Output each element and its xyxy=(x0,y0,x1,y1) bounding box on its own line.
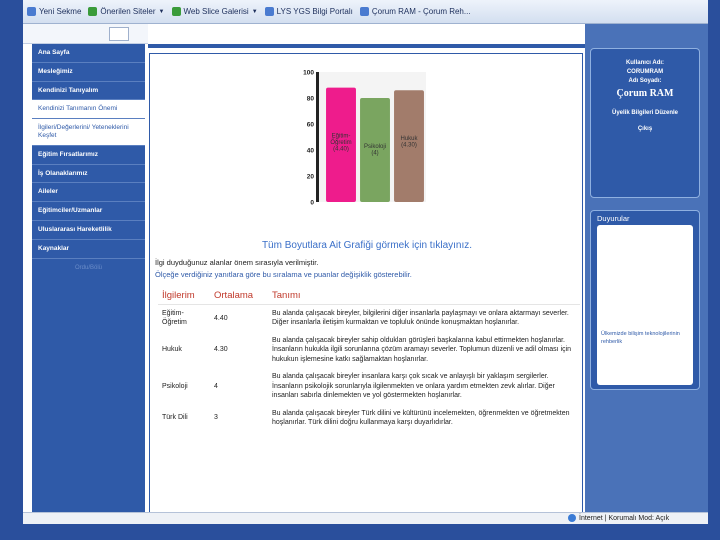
sidebar-item-aileler[interactable]: Aileler xyxy=(32,183,145,202)
status-bar xyxy=(23,512,708,524)
sidebar-item-egitimciler[interactable]: Eğitimciler/Uzmanlar xyxy=(32,202,145,221)
row-name: Türk Dili xyxy=(162,414,188,422)
favorite-label: Önerilen Siteler xyxy=(100,7,156,16)
user-value: CORUMRAM xyxy=(626,69,664,75)
page-icon xyxy=(265,7,274,16)
security-zone xyxy=(568,514,669,522)
row-desc: Bu alanda çalışacak bireyler, bilgilerini diğer insanlarla paylaşmayı ve onlara aktarmayı severler. Diğer insanlarla iletişim kurmaktan ve topluluk önünde konuşmaktan hoşlanırlar. xyxy=(272,310,569,327)
sidebar-item-egitim-firsatlarimiz[interactable]: Eğitim Fırsatlarımız xyxy=(32,146,145,165)
sidebar-faded-text: Ordu/Bölü xyxy=(74,264,102,271)
user-label: Kullanıcı Adı: xyxy=(625,60,665,66)
favorite-item[interactable] xyxy=(27,7,81,16)
row-desc: Bu alanda çalışacak bireyler Türk dilini ve kültürünü incelemekten, öğrenmekten ve öğretmekten hoşlanırlar. Türk dilini doğru kullanmaya karşı duyarlıdırlar. xyxy=(272,409,570,426)
page-icon xyxy=(27,7,36,16)
page-icon xyxy=(360,7,369,16)
favorite-item[interactable] xyxy=(265,7,353,16)
sidebar-item-meslegimiz[interactable]: Mesleğimiz xyxy=(32,63,145,82)
sidebar-item-kaynaklar[interactable]: Kaynaklar xyxy=(32,240,145,259)
content-box xyxy=(149,53,583,512)
globe-icon xyxy=(568,514,576,522)
sidebar-nav xyxy=(32,44,145,512)
table-row xyxy=(158,332,580,368)
y-tick-label: 0 xyxy=(310,199,314,207)
y-tick-label: 20 xyxy=(306,173,314,181)
chevron-down-icon[interactable]: ▼ xyxy=(251,8,258,15)
page-frame xyxy=(23,24,708,512)
row-name: Eğitim-Öğretim xyxy=(162,310,187,327)
row-desc: Bu alanda çalışacak bireyler insanlara karşı çok sıcak ve anlayışlı bir yaklaşım sergilerler. İnsanların psikolojik sorunlarıyla ilgilenmekten ve onlara yardım etmekten zevk alırlar. Diğer insanları sabırla dinlemekten ve yol göstermekten hoşlanırlar. xyxy=(272,373,555,400)
results-table xyxy=(158,287,580,431)
announcements-list xyxy=(597,225,693,385)
sidebar-item-is-olanaklarimiz[interactable]: İş Olanaklarımız xyxy=(32,165,145,184)
sidebar-item-uluslararasi[interactable]: Uluslararası Hareketlilik xyxy=(32,221,145,240)
y-tick-label: 40 xyxy=(306,147,314,155)
logout-link[interactable]: Çıkış xyxy=(637,126,653,133)
row-score: 4 xyxy=(214,382,218,390)
corum-ram-logo: Çorum RAM xyxy=(616,88,674,99)
chart-link[interactable]: Tüm Boyutlara Ait Grafiği görmek için tıklayınız. xyxy=(261,240,473,251)
announcement-link[interactable]: Ülkemizde bilişim teknolojilerinin rehberlik xyxy=(601,331,680,346)
row-name: Psikoloji xyxy=(162,382,188,390)
main-content xyxy=(148,44,585,512)
table-header-row xyxy=(158,287,580,305)
row-score: 4.30 xyxy=(214,346,228,354)
announcements-title: Duyurular xyxy=(597,214,630,223)
announcements-box xyxy=(590,210,700,390)
table-row xyxy=(158,405,580,432)
top-strip xyxy=(23,24,148,44)
interest-bar-chart[interactable] xyxy=(298,64,428,214)
row-score: 4.40 xyxy=(214,314,228,322)
favorites-bar xyxy=(23,0,708,24)
right-panel xyxy=(585,24,708,512)
chevron-down-icon[interactable]: ▼ xyxy=(158,8,165,15)
y-tick-label: 80 xyxy=(306,95,314,103)
y-tick-label: 60 xyxy=(306,121,314,129)
favorite-label: LYS YGS Bilgi Portalı xyxy=(276,7,353,16)
favorite-label: Çorum RAM - Çorum Reh... xyxy=(371,7,471,16)
top-box-button[interactable] xyxy=(109,27,129,41)
favorite-item[interactable] xyxy=(360,7,471,16)
favorite-item[interactable] xyxy=(88,7,164,16)
y-tick-label: 100 xyxy=(303,69,314,77)
row-score: 3 xyxy=(214,414,218,422)
bar-label: Eğitim-Öğretim (4.40) xyxy=(330,133,352,153)
table-row xyxy=(158,305,580,332)
zone-label: İnternet | Korumalı Mod: Açık xyxy=(579,514,670,522)
update-profile-link[interactable]: Üyelik Bilgileri Düzenle xyxy=(611,110,679,116)
row-name: Hukuk xyxy=(162,346,182,354)
ie-icon xyxy=(172,7,181,16)
header-ilgilerim: İlgilerim xyxy=(158,287,210,305)
sidebar-item-ilgileri-kesfet[interactable]: İlgileri/Değerlerini/ Yeteneklerini Keşfet xyxy=(32,119,145,146)
favorite-label: Yeni Sekme xyxy=(39,7,82,16)
sidebar-item-kendinizi-taniyalim[interactable]: Kendinizi Tanıyalım xyxy=(32,82,145,101)
table-row xyxy=(158,368,580,404)
row-desc: Bu alanda çalışacak bireyler sahip oldukları görüşleri başkalarına kabul ettirmekten hoşlanırlar. İnsanların hukukla ilgili sorunlarına çözüm aramayı severler. Toplumun düzenli ve adil olması için hukukun işlemesine katkı sağlamaktan hoşlanırlar. xyxy=(272,336,572,363)
favorite-label: Web Slice Galerisi xyxy=(183,7,249,16)
header-ortalama: Ortalama xyxy=(210,287,268,305)
bar-label: Hukuk (4.30) xyxy=(400,136,418,149)
sidebar-item-ana-sayfa[interactable]: Ana Sayfa xyxy=(32,44,145,63)
user-box xyxy=(590,48,700,198)
header-tanimi: Tanımı xyxy=(268,287,580,305)
info-text: İlgi duyduğunuz alanlar önem sırasıyla verilmiştir. xyxy=(155,258,319,267)
surname-label: Adı Soyadı: xyxy=(628,78,662,84)
ie-icon xyxy=(88,7,97,16)
favorite-item[interactable] xyxy=(172,7,258,16)
sidebar-item-kendinizi-tanimanin-onemi[interactable]: Kendinizi Tanımanın Önemi xyxy=(32,100,145,119)
y-axis-line xyxy=(316,72,319,202)
bar-label: Psikoloji (4) xyxy=(363,144,387,157)
info-note: Ölçeğe verdiğiniz yanıtlara göre bu sıralama ve puanlar değişiklik gösterebilir. xyxy=(155,270,412,279)
